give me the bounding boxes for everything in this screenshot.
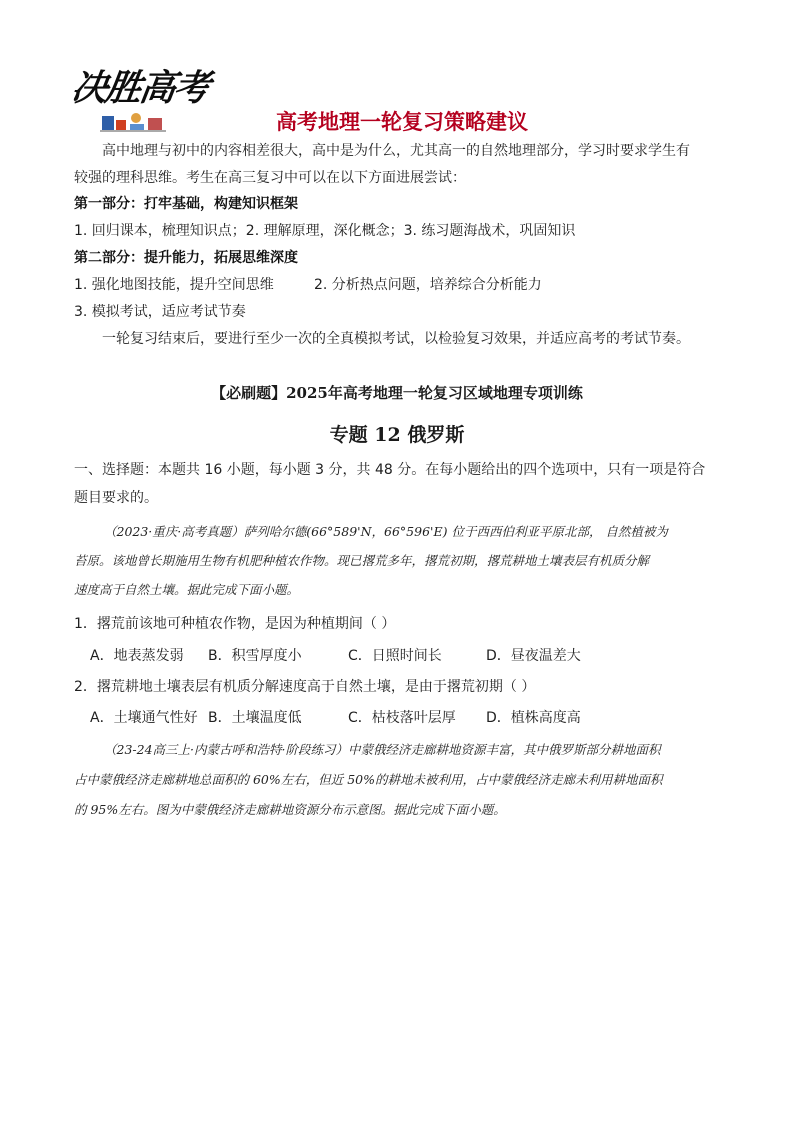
section-title: 【必刷题】2025年高考地理一轮复习区域地理专项训练 xyxy=(211,384,583,402)
intro-line-1: 高中地理与初中的内容相差很大，高中是为什么，尤其高一的自然地理部分，学习时要求学生有 xyxy=(102,143,690,159)
passage1-line-3: 速度高于自然土壤。据此完成下面小题。 xyxy=(74,582,300,597)
intro-line-2: 较强的理科思维。考生在高三复习中可以在以下方面进展尝试： xyxy=(74,170,466,186)
page-title: 高考地理一轮复习策略建议 xyxy=(276,110,528,134)
passage2-line-3: 的 95%左右。图为中蒙俄经济走廊耕地资源分布示意图。据此完成下面小题。 xyxy=(74,802,506,817)
q1-option-b[interactable]: B．积雪厚度小 xyxy=(208,648,302,664)
part1-items: 1. 回归课本，梳理知识点；2. 理解原理，深化概念；3. 练习题海战术，巩固知识 xyxy=(74,223,576,239)
part1-heading: 第一部分：打牢基础，构建知识框架 xyxy=(74,196,298,212)
part2-item-1: 1. 强化地图技能，提升空间思维 xyxy=(74,277,274,293)
q2-option-c[interactable]: C．枯枝落叶层厚 xyxy=(348,710,456,726)
part2-item-2: 2. 分析热点问题，培养综合分析能力 xyxy=(314,277,542,293)
q1-option-d[interactable]: D．昼夜温差大 xyxy=(486,648,581,664)
part2-heading: 第二部分：提升能力，拓展思维深度 xyxy=(74,250,298,266)
instructions-line-1: 一、选择题：本题共 16 小题，每小题 3 分，共 48 分。在每小题给出的四个选项中，只有一项是符合 xyxy=(74,462,706,478)
q2-option-a[interactable]: A．土壤通气性好 xyxy=(90,710,198,726)
part2-item-3: 3. 模拟考试，适应考试节奏 xyxy=(74,304,246,320)
passage2-line-1: （23-24高三上·内蒙古呼和浩特·阶段练习）中蒙俄经济走廊耕地资源丰富，其中俄罗斯部分耕地面积 xyxy=(104,742,661,757)
logo: 决胜高考 xyxy=(68,68,211,109)
q1-option-a[interactable]: A．地表蒸发弱 xyxy=(90,648,184,664)
q2-option-d[interactable]: D．植株高度高 xyxy=(486,710,581,726)
q2-option-b[interactable]: B．土壤温度低 xyxy=(208,710,302,726)
passage1-line-1: （2023·重庆·高考真题）萨列哈尔德(66°589'N，66°596'E) 位于西西伯利亚平原北部， 自然植被为 xyxy=(104,524,668,539)
q1-option-c[interactable]: C．日照时间长 xyxy=(348,648,442,664)
closing-paragraph: 一轮复习结束后，要进行至少一次的全真模拟考试，以检验复习效果，并适应高考的考试节奏。 xyxy=(102,331,690,347)
passage2-line-2: 占中蒙俄经济走廊耕地总面积的 60%左右，但近 50%的耕地未被利用，占中蒙俄经济走廊未利用耕地面积 xyxy=(74,772,663,787)
instructions-line-2: 题目要求的。 xyxy=(74,490,158,506)
passage1-line-2: 苔原。该地曾长期施用生物有机肥种植农作物。现已撂荒多年，撂荒初期，撂荒耕地土壤表层有机质分解 xyxy=(74,553,650,568)
q1-stem: 1．撂荒前该地可种植农作物，是因为种植期间（ ） xyxy=(74,616,396,632)
topic-title: 专题 12 俄罗斯 xyxy=(329,424,465,446)
q2-stem: 2．撂荒耕地土壤表层有机质分解速度高于自然土壤，是由于撂荒初期（ ） xyxy=(74,679,536,695)
